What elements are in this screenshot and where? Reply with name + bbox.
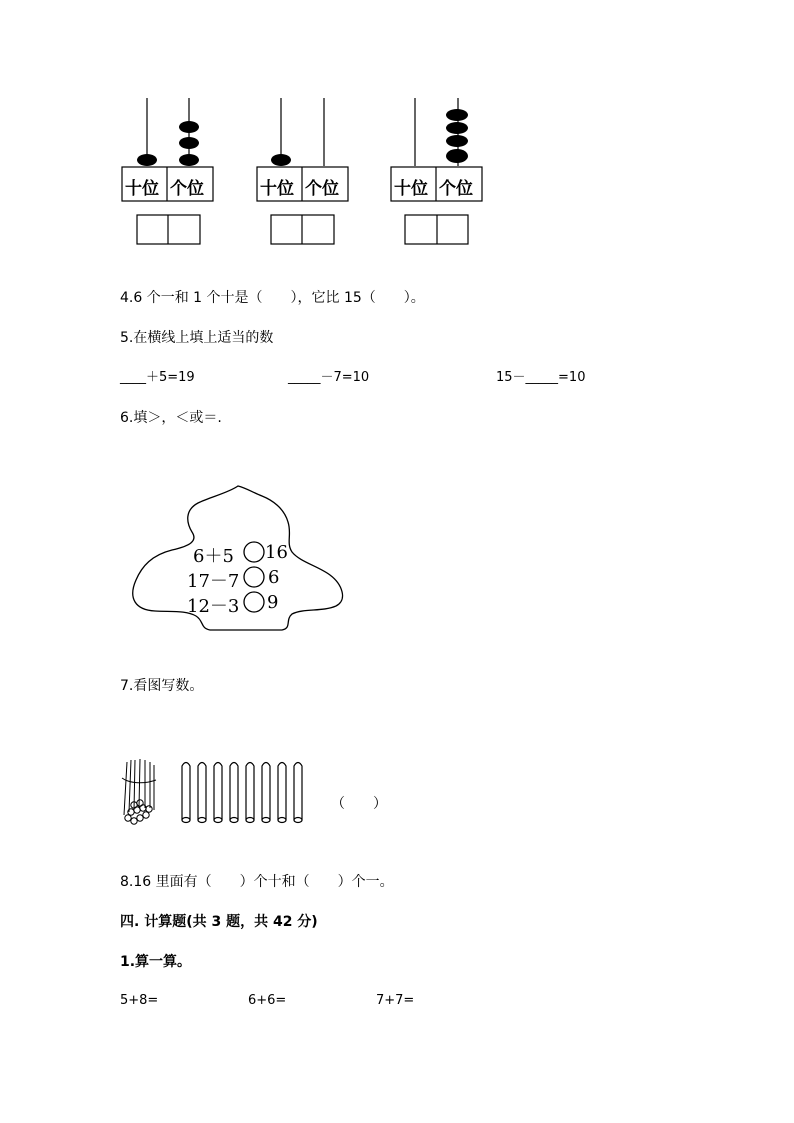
single-stick-end xyxy=(230,818,238,823)
abacus-3-label-ones: 个位 xyxy=(439,179,473,199)
single-stick xyxy=(294,763,302,821)
compare-row-1-left: 6＋5 xyxy=(193,546,234,567)
single-stick xyxy=(182,763,190,821)
question-5-equation-1: ____＋5=19 xyxy=(120,370,195,385)
question-5-title: 5.在横线上填上适当的数 xyxy=(120,330,274,346)
calc-item-2: 6+6= xyxy=(248,993,287,1008)
question-5-equation-2: _____－7=10 xyxy=(288,370,370,385)
abacus-2-label-ones: 个位 xyxy=(305,179,339,199)
question-4: 4.6 个一和 1 个十是（ ），它比 15（ ）。 xyxy=(120,290,425,306)
section-4-title: 四. 计算题(共 3 题，共 42 分) xyxy=(120,914,318,930)
single-stick xyxy=(278,763,286,821)
compare-row-2-left: 17－7 xyxy=(187,571,240,592)
compare-row-3-left: 12－3 xyxy=(187,596,240,617)
single-sticks xyxy=(182,763,302,823)
single-stick xyxy=(262,763,270,821)
calc-item-1: 5+8= xyxy=(120,993,159,1008)
question-5-equation-3: 15－_____=10 xyxy=(496,370,586,385)
compare-row-1-right: 16 xyxy=(265,542,288,563)
abacus-1-label-tens: 十位 xyxy=(125,179,159,199)
single-stick xyxy=(214,763,222,821)
abacus-3-label-tens: 十位 xyxy=(394,179,428,199)
question-7-title: 7.看图写数。 xyxy=(120,678,204,694)
single-stick-end xyxy=(246,818,254,823)
abacus-2-label-tens: 十位 xyxy=(260,179,294,199)
calc-item-3: 7+7= xyxy=(376,993,415,1008)
single-stick-end xyxy=(182,818,190,823)
compare-row-3-right: 9 xyxy=(267,592,279,613)
calc-title: 1.算一算。 xyxy=(120,954,192,970)
question-8: 8.16 里面有（ ）个十和（ ）个一。 xyxy=(120,874,394,890)
stick-bundle xyxy=(122,759,156,824)
single-stick-end xyxy=(294,818,302,823)
single-stick-end xyxy=(262,818,270,823)
question-6-title: 6.填＞，＜或＝. xyxy=(120,410,222,426)
single-stick-end xyxy=(214,818,222,823)
single-stick xyxy=(198,763,206,821)
question-7-answer-paren: （ ） xyxy=(331,796,387,812)
single-stick-end xyxy=(278,818,286,823)
single-stick-end xyxy=(198,818,206,823)
compare-row-2-right: 6 xyxy=(268,567,280,588)
single-stick xyxy=(230,763,238,821)
single-stick xyxy=(246,763,254,821)
abacus-1-label-ones: 个位 xyxy=(170,179,204,199)
